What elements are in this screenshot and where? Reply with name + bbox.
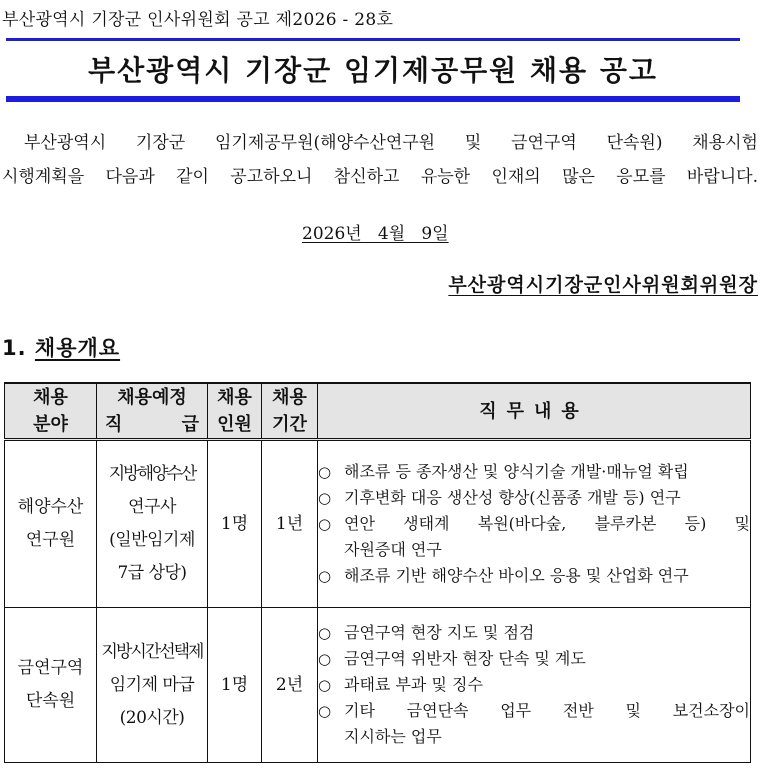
- duty-item: [318, 620, 750, 646]
- header-text: 채용: [217, 387, 252, 408]
- circle-bullet-icon: ○: [318, 515, 332, 533]
- duty-text: 기후변화 대응 생산성 향상(신품종 개발 등) 연구: [344, 488, 681, 507]
- duty-text: 지시하는 업무: [344, 727, 442, 746]
- duty-item: [318, 459, 750, 485]
- intro-word: 채용시험: [692, 133, 758, 153]
- header-grade: [97, 383, 208, 440]
- duty-item: [318, 672, 750, 698]
- header-text: 분야: [33, 414, 68, 435]
- cell-period: [262, 608, 318, 763]
- table-header-row: [5, 383, 751, 440]
- cell-duties: [318, 440, 751, 608]
- cell-text: 1명: [220, 674, 249, 695]
- section-label: 채용개요: [34, 336, 121, 360]
- intro-word: 다음과: [105, 167, 155, 187]
- duty-item: [318, 511, 750, 537]
- header-text: 인원: [217, 414, 252, 435]
- header-text: 직무내용: [479, 400, 589, 422]
- cell-count: [208, 608, 262, 763]
- intro-word: 많은: [562, 167, 595, 187]
- duty-text: 연안 생태계 복원(바다숲, 블루카본 등) 및: [344, 514, 750, 533]
- intro-word: 같이: [176, 167, 209, 187]
- circle-bullet-icon: ○: [318, 702, 332, 720]
- cell-text: (20시간): [119, 707, 185, 728]
- cell-text: 2년: [275, 674, 304, 695]
- header-duties: [318, 383, 751, 440]
- header-text: 채용: [33, 387, 68, 408]
- header-period: [262, 383, 318, 440]
- cell-text: 7급 상당): [117, 563, 187, 583]
- intro-word: 단속원): [606, 133, 663, 153]
- cell-grade: [97, 608, 208, 763]
- header-text: 채용예정: [117, 387, 187, 408]
- cell-text: 1년: [275, 513, 304, 534]
- circle-bullet-icon: ○: [318, 650, 332, 668]
- header-text: 급: [181, 414, 199, 435]
- duty-text: 금연구역 현장 지도 및 점검: [344, 623, 535, 642]
- title-banner: [6, 38, 740, 102]
- circle-bullet-icon: ○: [318, 463, 332, 481]
- section-number: 1.: [2, 336, 27, 360]
- intro-word: 부산광역시: [24, 133, 107, 153]
- cell-text: (일반임기제: [109, 530, 195, 550]
- notice-number: 부산광역시 기장군 인사위원회 공고 제2026 - 28호: [2, 10, 394, 30]
- cell-field: [5, 608, 97, 763]
- intro-word: 유능한: [420, 167, 471, 187]
- cell-text: 지방해양수산: [108, 464, 196, 484]
- duty-text: 금연구역 위반자 현장 단속 및 계도: [344, 649, 586, 668]
- intro-word: 인재의: [491, 167, 541, 187]
- duty-text: 해조류 기반 해양수산 바이오 응용 및 산업화 연구: [344, 566, 689, 585]
- intro-word: 응모를: [616, 167, 666, 187]
- cell-count: [208, 440, 262, 608]
- cell-text: 임기제 마급: [109, 674, 195, 695]
- duty-item: [318, 485, 750, 511]
- intro-word: 및: [464, 133, 482, 153]
- intro-paragraph: [2, 126, 758, 194]
- notice-date: 2026년 4월 9일: [302, 224, 449, 244]
- header-count: [208, 383, 262, 440]
- intro-word: 공고하오니: [230, 167, 313, 187]
- header-text: 직: [105, 414, 123, 435]
- cell-text: 금연구역: [17, 658, 84, 678]
- intro-word: 금연구역: [511, 133, 577, 153]
- circle-bullet-icon: ○: [318, 489, 332, 507]
- page-title: 부산광역시 기장군 임기제공무원 채용 공고: [88, 53, 658, 87]
- cell-duties: [318, 608, 751, 763]
- cell-text: 해양수산: [17, 497, 84, 517]
- intro-line-2: [2, 160, 758, 194]
- cell-text: 단속원: [25, 691, 76, 711]
- table-row: [5, 608, 751, 763]
- intro-word: 바랍니다.: [686, 167, 758, 187]
- header-field: [5, 383, 97, 440]
- cell-text: 연구원: [25, 530, 76, 550]
- cell-text: 지방시간선택제: [101, 641, 203, 662]
- signer-title: 부산광역시기장군인사위원회위원장: [448, 274, 758, 296]
- duty-text: 자원증대 연구: [344, 540, 442, 559]
- duty-item: [318, 646, 750, 672]
- intro-word: 임기제공무원(해양수산연구원: [214, 133, 436, 153]
- circle-bullet-icon: ○: [318, 676, 332, 694]
- section-heading: [2, 332, 120, 362]
- duty-text: 기타 금연단속 업무 전반 및 보건소장이: [344, 701, 750, 720]
- intro-word: 시행계획을: [2, 167, 85, 187]
- cell-text: 1명: [220, 513, 249, 534]
- circle-bullet-icon: ○: [318, 567, 332, 585]
- header-text: 기간: [272, 414, 307, 435]
- header-text: 채용: [272, 387, 307, 408]
- cell-grade: [97, 440, 208, 608]
- intro-word: 기장군: [135, 133, 186, 153]
- duty-text: 해조류 등 종자생산 및 양식기술 개발·매뉴얼 확립: [344, 462, 689, 481]
- duty-text: 과태료 부과 및 징수: [344, 675, 483, 694]
- cell-period: [262, 440, 318, 608]
- recruitment-table: [4, 382, 751, 763]
- table-row: [5, 440, 751, 608]
- duty-item-continuation: [318, 537, 750, 563]
- circle-bullet-icon: ○: [318, 624, 332, 642]
- intro-line-1: [2, 126, 758, 160]
- duty-item: [318, 698, 750, 724]
- header-grade-line2: [97, 411, 207, 438]
- cell-field: [5, 440, 97, 608]
- duty-item-continuation: [318, 724, 750, 750]
- duty-item: [318, 563, 750, 589]
- intro-word: 참신하고: [333, 167, 400, 187]
- cell-text: 연구사: [128, 497, 176, 517]
